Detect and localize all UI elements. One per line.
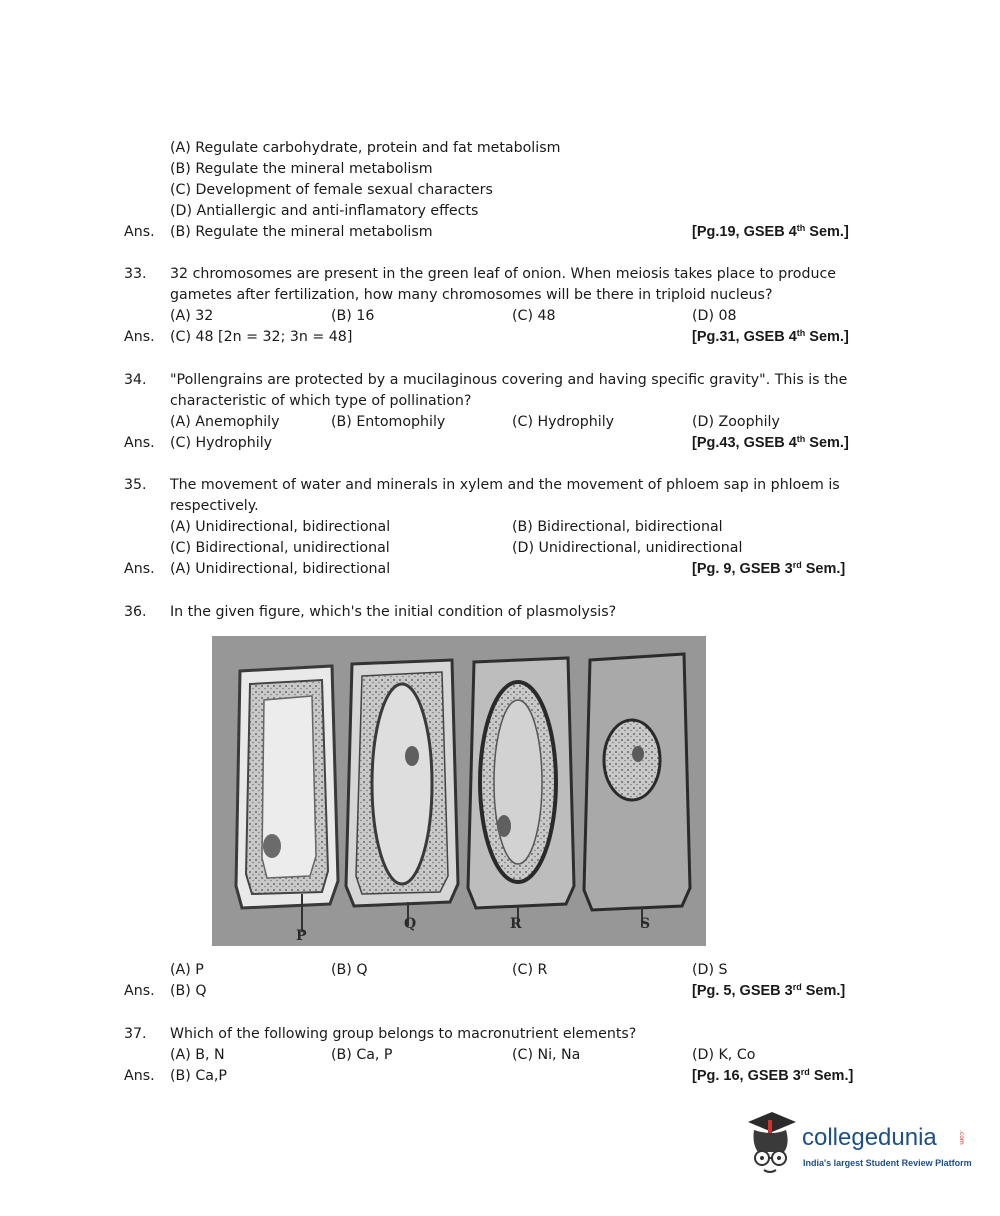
q33-ans-label: Ans. [124, 329, 155, 345]
cell-p [236, 666, 338, 932]
q33-number: 33. [124, 266, 147, 282]
q33-answer: (C) 48 [2n = 32; 3n = 48] [170, 329, 353, 345]
q36-option-c: (C) R [512, 962, 548, 978]
figure-label-s: S [640, 916, 651, 932]
q37-option-c: (C) Ni, Na [512, 1047, 581, 1063]
q32-answer: (B) Regulate the mineral metabolism [170, 224, 433, 240]
q35-answer: (A) Unidirectional, bidirectional [170, 561, 391, 577]
q32-ans-label: Ans. [124, 224, 155, 240]
q36-option-d: (D) S [692, 962, 728, 978]
q35-reference: [Pg. 9, GSEB 3rd Sem.] [692, 560, 846, 577]
q33-option-a: (A) 32 [170, 308, 214, 324]
q37-option-b: (B) Ca, P [331, 1047, 393, 1063]
q36-number: 36. [124, 604, 147, 620]
q37-question: Which of the following group belongs to macronutrient elements? [170, 1026, 637, 1042]
q33-reference: [Pg.31, GSEB 4th Sem.] [692, 328, 849, 345]
q33-option-b: (B) 16 [331, 308, 375, 324]
q35-option-a: (A) Unidirectional, bidirectional [170, 519, 391, 535]
q32-option-b: (B) Regulate the mineral metabolism [170, 161, 433, 177]
cell-r [468, 658, 574, 926]
q35-question-line1: The movement of water and minerals in xylem and the movement of phloem sap in phloem is [170, 477, 840, 493]
q34-ans-label: Ans. [124, 435, 155, 451]
q32-option-d: (D) Antiallergic and anti-inflamatory effects [170, 203, 479, 219]
q36-option-b: (B) Q [331, 962, 368, 978]
q35-question-line2: respectively. [170, 498, 259, 514]
q34-number: 34. [124, 372, 147, 388]
logo-tagline: India's largest Student Review Platform [803, 1158, 972, 1168]
q37-answer: (B) Ca,P [170, 1068, 227, 1084]
figure-label-p: P [296, 928, 307, 944]
q34-reference: [Pg.43, GSEB 4th Sem.] [692, 434, 849, 451]
q36-ans-label: Ans. [124, 983, 155, 999]
cell-q [346, 660, 458, 926]
q36-reference: [Pg. 5, GSEB 3rd Sem.] [692, 982, 846, 999]
q35-number: 35. [124, 477, 147, 493]
q37-reference: [Pg. 16, GSEB 3rd Sem.] [692, 1067, 854, 1084]
graduate-mascot-icon [742, 1108, 800, 1178]
figure-label-r: R [510, 916, 522, 932]
q34-option-a: (A) Anemophily [170, 414, 280, 430]
q33-question-line1: 32 chromosomes are present in the green leaf of onion. When meiosis takes place to produce [170, 266, 836, 282]
q34-question-line2: characteristic of which type of pollination? [170, 393, 472, 409]
q33-question-line2: gametes after fertilization, how many chromosomes will be there in triploid nucleus? [170, 287, 773, 303]
q33-option-c: (C) 48 [512, 308, 556, 324]
collegedunia-logo[interactable] [742, 1108, 972, 1178]
cell-s [584, 654, 690, 926]
logo-domain-suffix: .com [958, 1130, 965, 1145]
logo-wordmark: collegedunia [802, 1124, 937, 1151]
q34-option-b: (B) Entomophily [331, 414, 446, 430]
q32-reference: [Pg.19, GSEB 4th Sem.] [692, 223, 849, 240]
q34-option-d: (D) Zoophily [692, 414, 780, 430]
plasmolysis-figure [212, 636, 706, 946]
q35-ans-label: Ans. [124, 561, 155, 577]
q36-question: In the given figure, which's the initial condition of plasmolysis? [170, 604, 617, 620]
q33-option-d: (D) 08 [692, 308, 737, 324]
q35-option-b: (B) Bidirectional, bidirectional [512, 519, 723, 535]
q36-option-a: (A) P [170, 962, 204, 978]
q35-option-d: (D) Unidirectional, unidirectional [512, 540, 743, 556]
q37-option-d: (D) K, Co [692, 1047, 756, 1063]
q32-option-a: (A) Regulate carbohydrate, protein and fat metabolism [170, 140, 561, 156]
q35-option-c: (C) Bidirectional, unidirectional [170, 540, 390, 556]
q37-ans-label: Ans. [124, 1068, 155, 1084]
q34-option-c: (C) Hydrophily [512, 414, 615, 430]
figure-label-q: Q [404, 916, 417, 932]
q36-answer: (B) Q [170, 983, 207, 999]
q34-question-line1: "Pollengrains are protected by a mucilaginous covering and having specific gravity". This is the [170, 372, 848, 388]
q37-number: 37. [124, 1026, 147, 1042]
q37-option-a: (A) B, N [170, 1047, 225, 1063]
q32-option-c: (C) Development of female sexual characters [170, 182, 493, 198]
q34-answer: (C) Hydrophily [170, 435, 273, 451]
